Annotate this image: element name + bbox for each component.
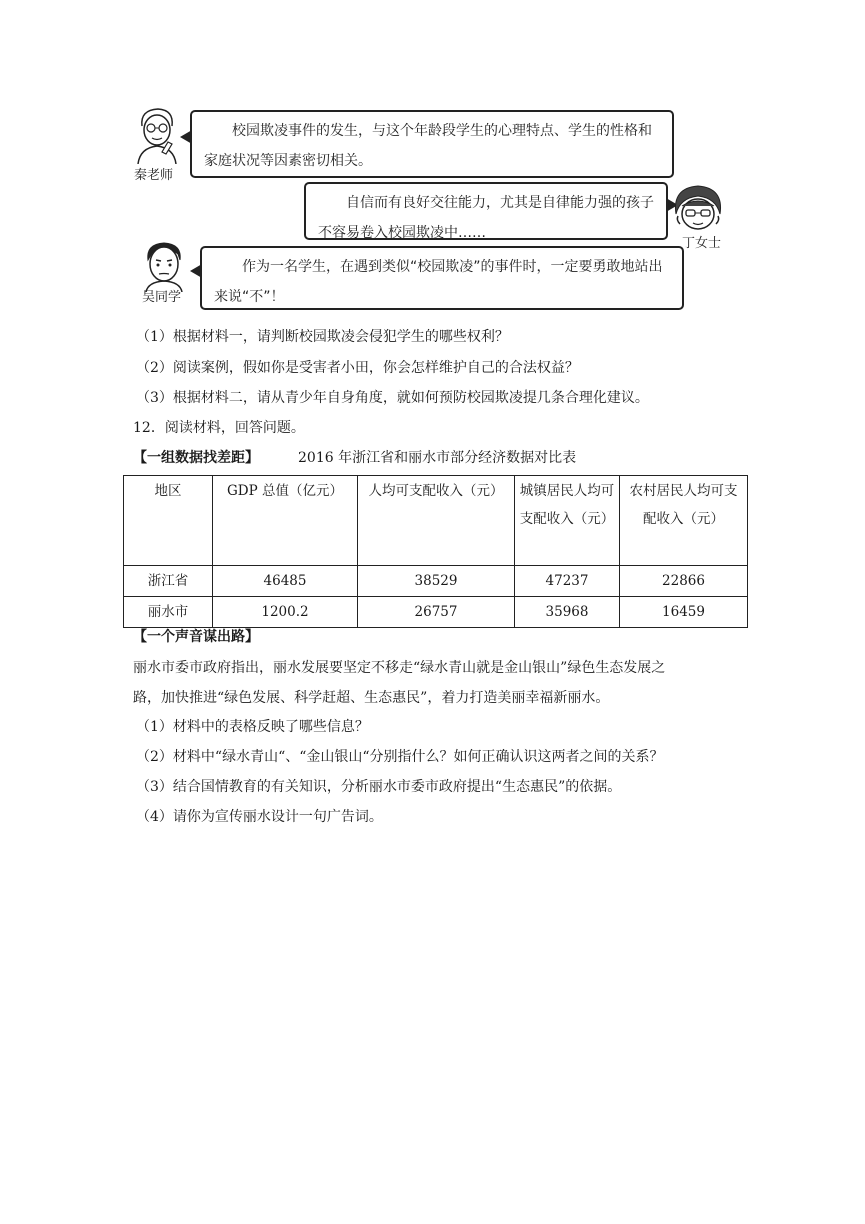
economic-data-table	[123, 475, 748, 628]
student-name: 吴同学	[142, 290, 182, 305]
section-voice-label: 【一个声音谋出路】	[133, 629, 259, 645]
table-cell: 浙江省	[124, 566, 213, 597]
ms-ding-speech-bubble	[304, 182, 668, 240]
table-header: 农村居民人均可支配收入（元）	[620, 476, 748, 566]
question-12-1: （1）材料中的表格反映了哪些信息？	[136, 719, 369, 735]
table-header: GDP 总值（亿元）	[213, 476, 358, 566]
paragraph-line-1: 丽水市委市政府指出，丽水发展要坚定不移走“绿水青山就是金山银山”绿色生态发展之	[133, 660, 666, 676]
question-12-2: （2）材料中“绿水青山“、“金山银山“分别指什么？如何正确认识这两者之间的关系？	[136, 749, 664, 765]
teacher-speech: 校园欺凌事件的发生，与这个年龄段学生的心理特点、学生的性格和家庭状况等因素密切相关。	[204, 123, 652, 169]
ms-ding-name: 丁女士	[682, 236, 722, 251]
paragraph-line-2: 路，加快推进“绿色发展、科学赶超、生态惠民”，着力打造美丽幸福新丽水。	[133, 690, 610, 706]
question-11-2: （2）阅读案例，假如你是受害者小田，你会怎样维护自己的合法权益？	[136, 360, 579, 376]
student-speech: 作为一名学生，在遇到类似“校园欺凌”的事件时，一定要勇敢地站出来说“不”！	[214, 259, 663, 305]
table-header: 地区	[124, 476, 213, 566]
question-11-1: （1）根据材料一，请判断校园欺凌会侵犯学生的哪些权利？	[136, 329, 509, 345]
question-12-3: （3）结合国情教育的有关知识，分析丽水市委市政府提出“生态惠民”的依据。	[136, 779, 622, 795]
table-cell: 丽水市	[124, 597, 213, 628]
comic-strip	[128, 100, 684, 318]
question-12-4: （4）请你为宣传丽水设计一句广告词。	[136, 809, 383, 825]
table-row	[124, 566, 748, 597]
table-header: 人均可支配收入（元）	[358, 476, 515, 566]
table-header: 城镇居民人均可支配收入（元）	[515, 476, 620, 566]
teacher-name: 秦老师	[134, 168, 174, 183]
section-data-label: 【一组数据找差距】	[133, 450, 259, 466]
table-cell: 46485	[213, 566, 358, 597]
table-cell: 38529	[358, 566, 515, 597]
table-cell: 16459	[620, 597, 748, 628]
question-12-heading: 12．阅读材料，回答问题。	[133, 420, 305, 436]
teacher-speech-bubble	[190, 110, 674, 178]
ms-ding-speech: 自信而有良好交往能力，尤其是自律能力强的孩子不容易卷入校园欺凌中……	[318, 195, 654, 241]
table-row	[124, 597, 748, 628]
question-11-3: （3）根据材料二，请从青少年自身角度，就如何预防校园欺凌提几条合理化建议。	[136, 390, 649, 406]
student-illustration	[138, 240, 190, 292]
table-cell: 35968	[515, 597, 620, 628]
table-cell: 47237	[515, 566, 620, 597]
student-speech-bubble	[200, 246, 684, 310]
table-cell: 22866	[620, 566, 748, 597]
table-cell: 26757	[358, 597, 515, 628]
teacher-illustration	[132, 104, 184, 164]
ms-ding-face	[672, 184, 724, 232]
table-title: 2016 年浙江省和丽水市部分经济数据对比表	[298, 450, 577, 466]
table-header-row	[124, 476, 748, 566]
table-cell: 1200.2	[213, 597, 358, 628]
